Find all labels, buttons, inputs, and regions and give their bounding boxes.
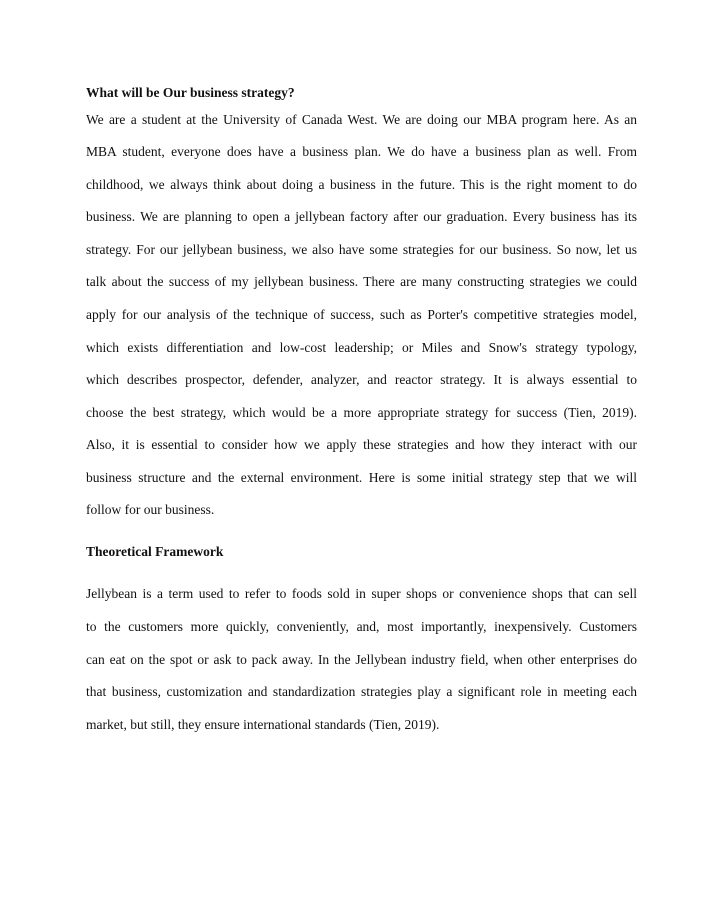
- paragraph-line: business. We are planning to open a jellybean factory after our graduation. Every business has its: [86, 209, 637, 224]
- paragraph-line: childhood, we always think about doing a business in the future. This is the right moment to do: [86, 177, 637, 192]
- paragraph-line: to the customers more quickly, conveniently, and, most importantly, inexpensively. Customers: [86, 619, 637, 634]
- paragraph-line: which exists differentiation and low-cost leadership; or Miles and Snow's strategy typology,: [86, 340, 637, 355]
- paragraph-line: business structure and the external environment. Here is some initial strategy step that we will: [86, 470, 637, 485]
- paragraph-line: can eat on the spot or ask to pack away. In the Jellybean industry field, when other enterprises do: [86, 652, 637, 667]
- paragraph-line: We are a student at the University of Canada West. We are doing our MBA program here. As an: [86, 112, 637, 127]
- paragraph-line: Also, it is essential to consider how we apply these strategies and how they interact with our: [86, 437, 637, 452]
- section-heading-framework: Theoretical Framework: [86, 544, 224, 559]
- paragraph-line: Jellybean is a term used to refer to foods sold in super shops or convenience shops that can sell: [86, 586, 637, 601]
- section-heading-strategy: What will be Our business strategy?: [86, 85, 295, 100]
- paragraph-line: strategy. For our jellybean business, we also have some strategies for our business. So now, let us: [86, 242, 637, 257]
- paragraph-line: follow for our business.: [86, 502, 215, 517]
- paragraph-line: which describes prospector, defender, analyzer, and reactor strategy. It is always essential to: [86, 372, 637, 387]
- paragraph-line: talk about the success of my jellybean business. There are many constructing strategies we could: [86, 274, 637, 289]
- paragraph-line: MBA student, everyone does have a business plan. We do have a business plan as well. From: [86, 144, 637, 159]
- paragraph-line: choose the best strategy, which would be a more appropriate strategy for success (Tien, 2019).: [86, 405, 637, 420]
- paragraph-line: market, but still, they ensure international standards (Tien, 2019).: [86, 717, 440, 732]
- paragraph-line: apply for our analysis of the technique of success, such as Porter's competitive strategies model,: [86, 307, 637, 322]
- paragraph-line: that business, customization and standardization strategies play a significant role in meeting each: [86, 684, 637, 699]
